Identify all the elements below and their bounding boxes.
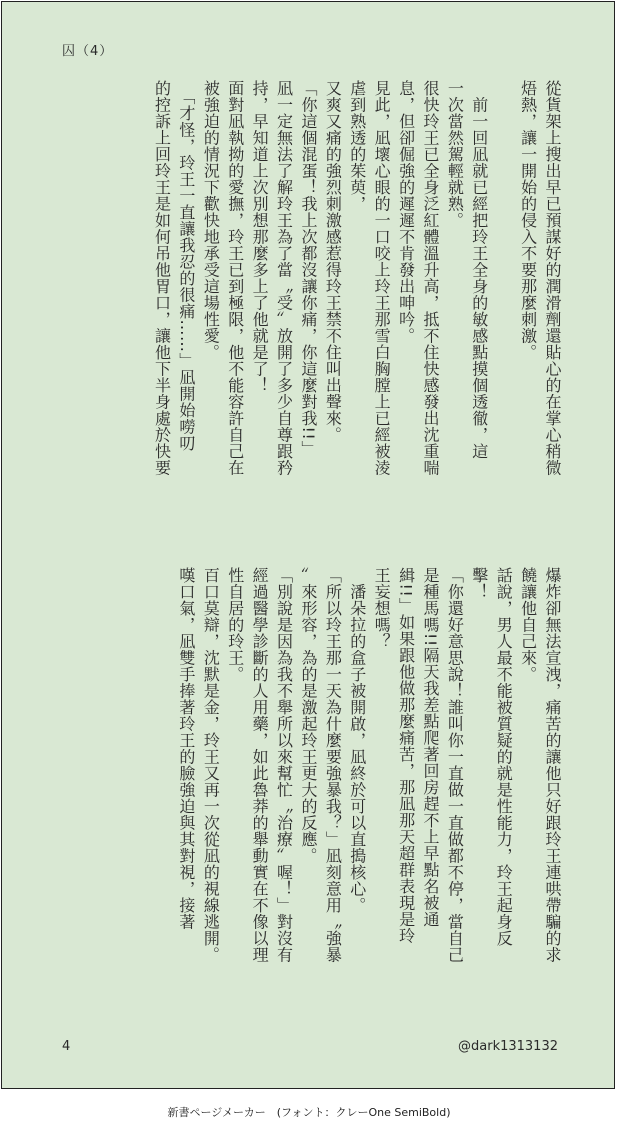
book-page [1,1,615,1089]
text-line: 百口莫辯，沈默是金，玲王又再一次從凪的視線逃開。 [201,567,221,963]
text-line: 的控訴上回玲王是如何吊他胃口，讓他下半身處於快要 [152,80,172,476]
text-line: 面對凪執拗的愛撫，玲王已到極限，他不能容許自己在 [225,80,245,476]
text-line: 經過醫學診斷的人用藥，如此魯莽的舉動實在不像以理 [250,567,270,963]
text-line: 擊！ [469,567,489,600]
text-line: 虐到熟透的茱萸， [347,80,367,212]
text-line: 王妄想嗎？ [372,567,392,650]
text-line [491,80,515,510]
text-line: 「你這個混蛋！我上次都沒讓你痛，你這麼對我!!」 [298,80,318,457]
vertical-text-top [54,80,564,510]
text-block-top [54,80,564,510]
text-line: 息，但卻倔強的遲遲不肯發出呻吟。 [396,80,416,344]
text-line: 焐熱，讓一開始的侵入不要那麼刺激。 [518,80,538,361]
text-line: 「你還好意思說！誰叫你一直做一直做都不停，當自己 [445,567,465,963]
text-line: 一次當然駕輕就熟。 [445,80,465,229]
text-line: 又爽又痛的強烈刺激感惹得玲王禁不住叫出聲來。 [323,80,343,443]
text-line: 「別說是因為我不舉所以來幫忙〝治療〞喔！」對沒有 [274,567,294,963]
text-line: 持，早知道上次別想那麼多上了他就是了！ [250,80,270,394]
author-handle: @dark1313132 [458,1039,558,1054]
text-line: 〞來形容，為的是激起玲王更大的反應。 [298,567,318,864]
text-line: 「才怪，玲王一直讓我忍的很痛……」凪開始嘮叨 [176,80,196,452]
vertical-text-bottom [54,567,564,997]
text-line: 被強迫的情況下歡快地承受這場性愛。 [201,80,221,361]
text-line: 爆炸卻無法宣洩，痛苦的讓他只好跟玲王連哄帶騙的求 [543,567,562,963]
text-line: 「所以玲王那一天為什麼要強暴我？」凪刻意用〝強暴 [323,567,343,963]
text-line: 性自居的玲王。 [225,567,245,683]
text-line: 前一回凪就已經把玲王全身的敏感點摸個透徹，這 [469,80,489,460]
text-line: 嘆口氣，凪雙手捧著玲王的臉強迫與其對視，接著 [176,567,196,930]
text-line: 緝!!」如果跟他做那麼痛苦，那凪那天超群表現是玲 [396,567,416,944]
chapter-title: 囚（4） [62,44,114,59]
text-line: 饒讓他自己來。 [518,567,538,683]
footer-credit: 新書ページメーカー (フォント：クレーOne SemiBold) [167,1106,451,1119]
text-line: 潘朵拉的盒子被開啟，凪終於可以直搗核心。 [347,567,367,914]
text-line: 很快玲王已全身泛紅體溫升高，抵不住快感發出沈重喘 [420,80,440,476]
text-line: 是種馬嗎!!隔天我差點爬著回房趕不上早點名被通 [420,567,440,928]
text-line: 凪一定無法了解玲王為了當〝受〞放開了多少自尊跟矜 [274,80,294,476]
text-line: 話說，男人最不能被質疑的就是性能力，玲王起身反 [494,567,514,947]
text-line: 從貨架上搜出早已預謀好的潤滑劑還貼心的在掌心稍微 [543,80,562,476]
text-block-bottom [54,567,564,997]
page-number: 4 [62,1039,71,1054]
text-line: 見此，凪壞心眼的一口咬上玲王那雪白胸膛上已經被淩 [372,80,392,476]
